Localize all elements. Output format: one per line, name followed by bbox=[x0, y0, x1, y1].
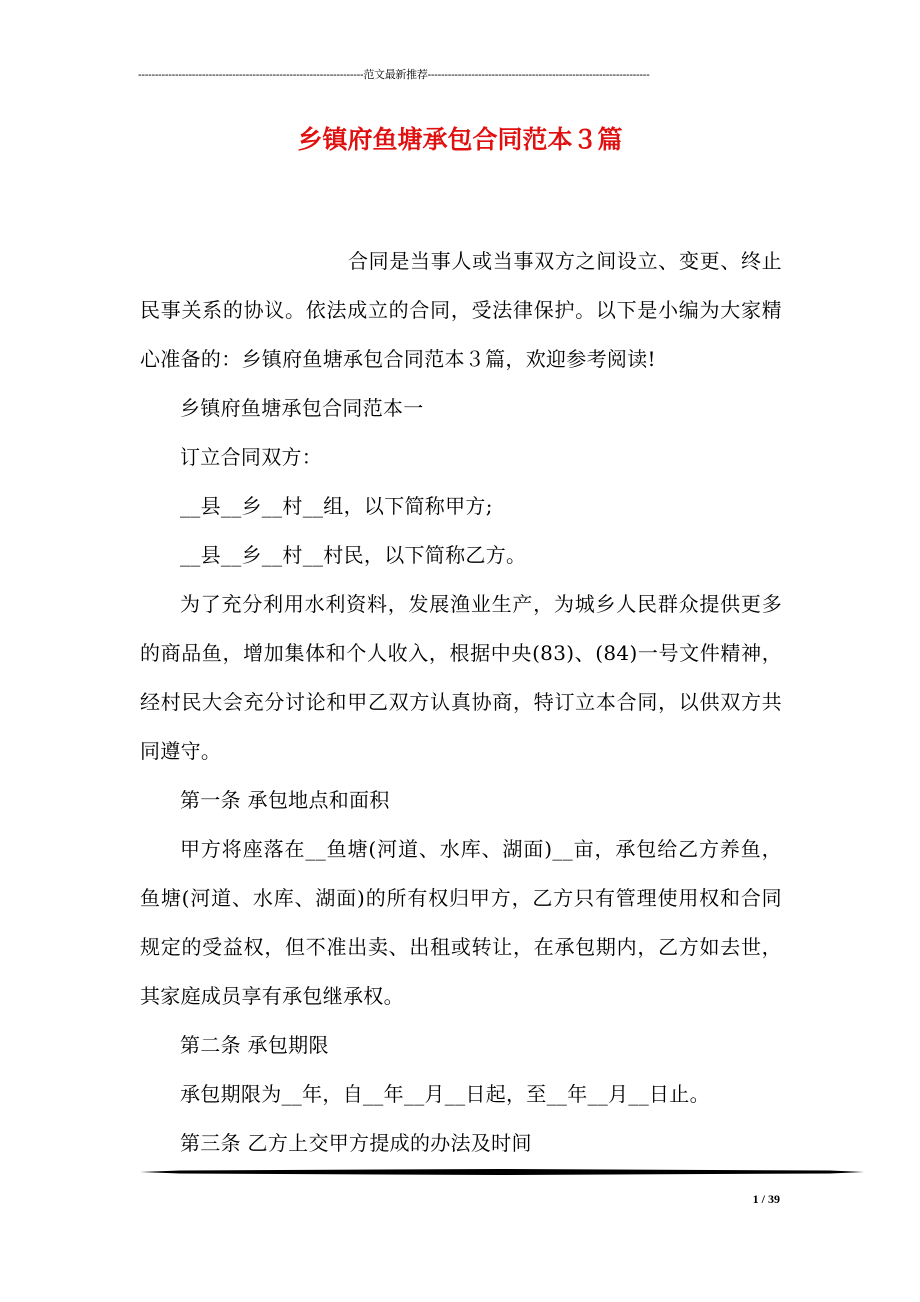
article-one-heading: 第一条 承包地点和面积 bbox=[180, 788, 390, 812]
paragraph-intro: 合同是当事人或当事双方之间设立、变更、终止民事关系的协议。依法成立的合同，受法律保护。以下是小编为大家精心准备的：乡镇府鱼塘承包合同范本３篇，欢迎参考阅读! bbox=[140, 249, 782, 371]
paragraph-party-a: __县__乡__村__组，以下简称甲方; bbox=[180, 494, 493, 518]
document-title: 乡镇府鱼塘承包合同范本３篇 bbox=[297, 125, 623, 154]
page-number: 1 / 39 bbox=[752, 1192, 780, 1206]
document-body bbox=[140, 237, 782, 1168]
footer-divider bbox=[140, 1166, 864, 1180]
section-heading-contract-one: 乡镇府鱼塘承包合同范本一 bbox=[180, 396, 424, 420]
article-two-heading: 第二条 承包期限 bbox=[180, 1033, 329, 1057]
paragraph-purpose: 为了充分利用水利资料，发展渔业生产，为城乡人民群众提供更多的商品鱼，增加集体和个人收入，根据中央(83)、(84)一号文件精神，经村民大会充分讨论和甲乙双方认真协商，特订立本合同，以供双方共同遵守。 bbox=[140, 592, 782, 763]
paragraph-party-b: __县__乡__村__村民，以下简称乙方。 bbox=[180, 543, 527, 567]
paragraph-parties-label: 订立合同双方： bbox=[180, 445, 323, 469]
page-header bbox=[138, 68, 768, 82]
article-two-body: 承包期限为__年，自__年__月__日起，至__年__月__日止。 bbox=[180, 1082, 710, 1106]
article-three-heading: 第三条 乙方上交甲方提成的办法及时间 bbox=[180, 1131, 532, 1155]
header-left-dashes: ------------------------------------------------------------------- bbox=[138, 69, 364, 81]
article-one-body: 甲方将座落在__鱼塘(河道、水库、湖面)__亩，承包给乙方养鱼，鱼塘(河道、水库、湖面)的所有权归甲方，乙方只有管理使用权和合同规定的受益权，但不准出卖、出租或转让，在承包期内，乙方如去世，其家庭成员享有承包继承权。 bbox=[140, 837, 782, 1008]
header-right-dashes: ------------------------------------------------------------------ bbox=[427, 69, 650, 81]
header-label: 范文最新推荐 bbox=[363, 69, 428, 81]
